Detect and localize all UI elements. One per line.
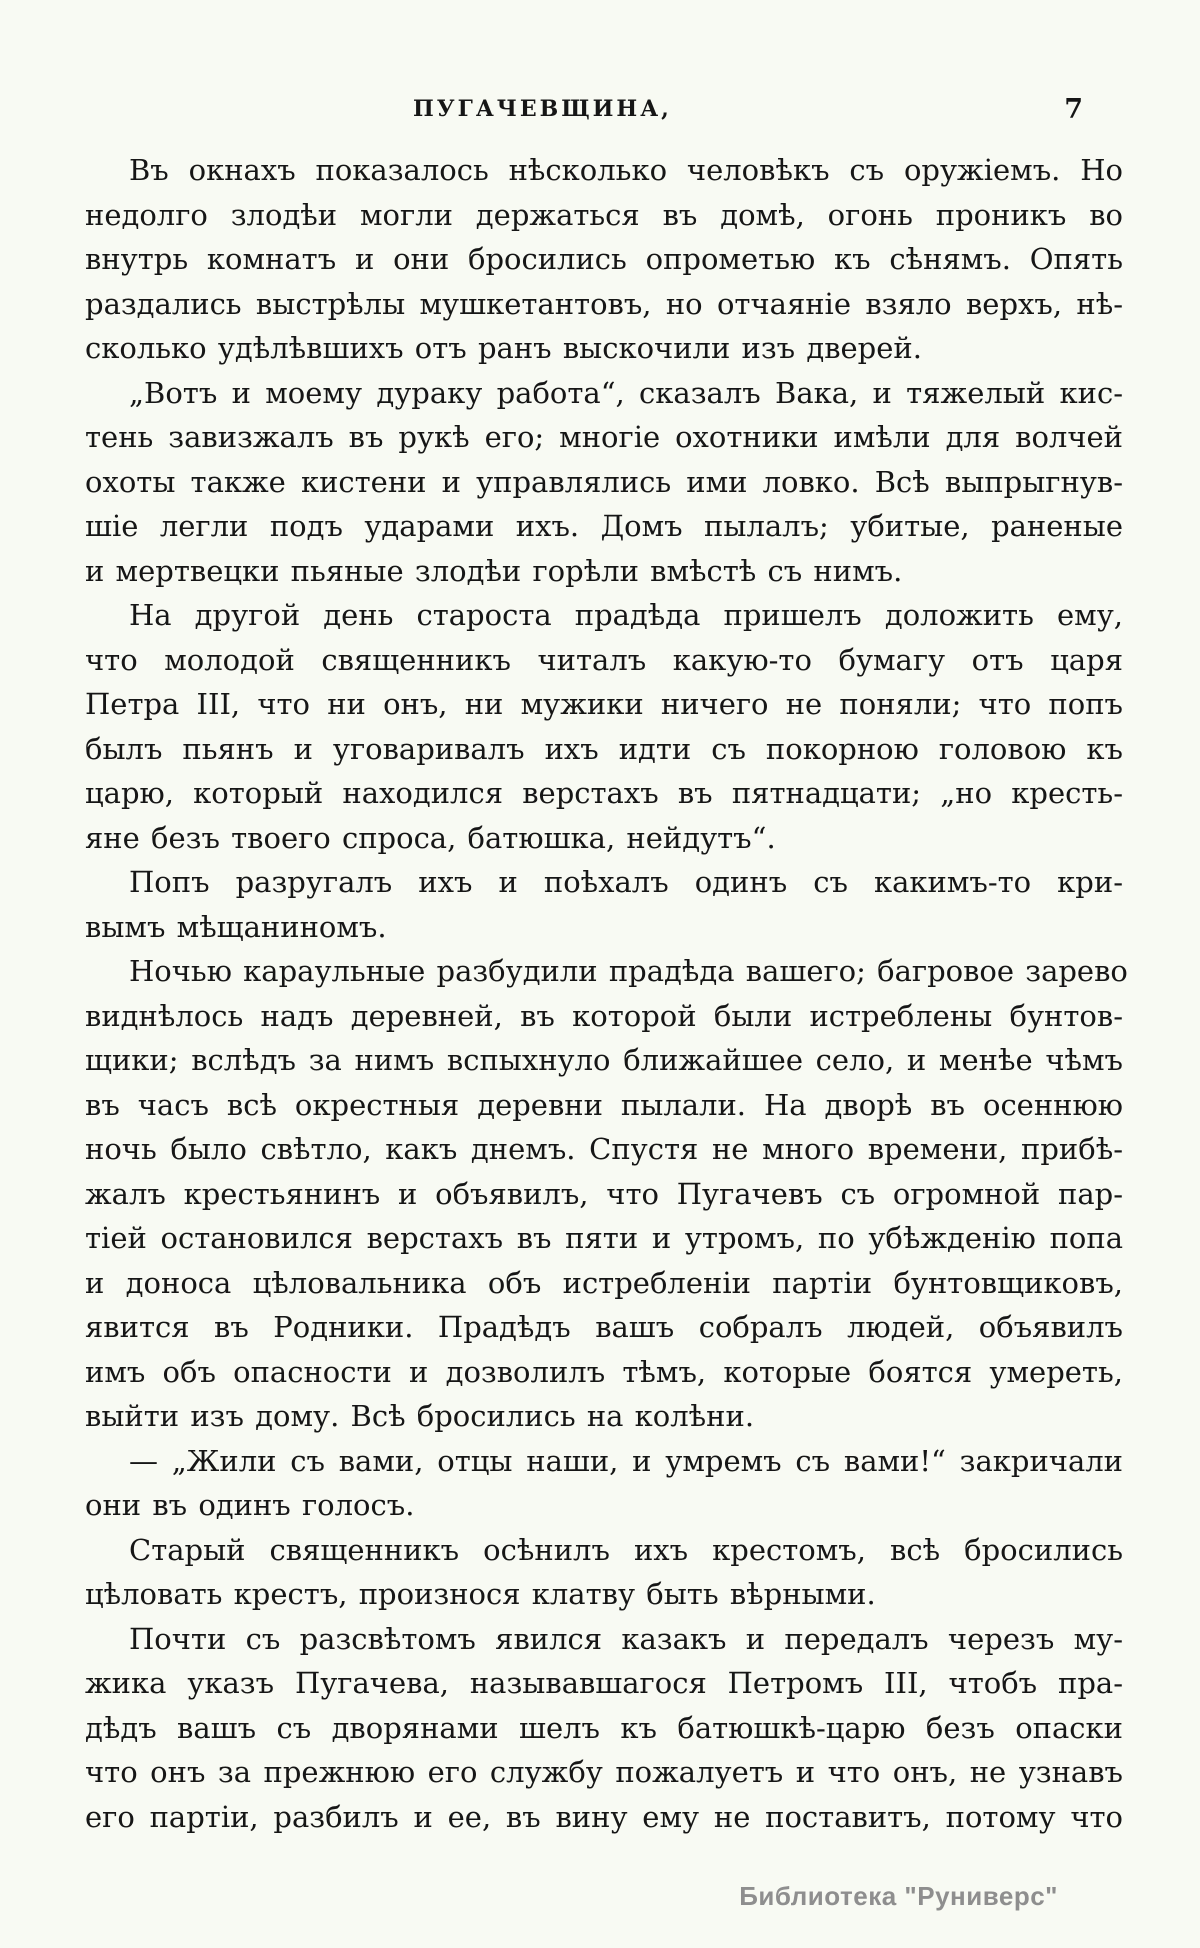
- text-line: въ часъ всѣ окрестныя деревни пылали. На дворѣ въ осеннюю: [85, 1087, 1123, 1122]
- text-line: Попъ разругалъ ихъ и поѣхалъ одинъ съ какимъ-то кри-: [129, 865, 1123, 899]
- page-number: 7: [1064, 94, 1083, 125]
- text-line: охоты также кистени и управлялись ими ловко. Всѣ выпрыгнув-: [85, 464, 1123, 499]
- text-line: сколько удѣлѣвшихъ отъ ранъ выскочили изъ дверей.: [85, 331, 922, 365]
- library-watermark: Библиотека "Руниверс": [739, 1881, 1058, 1911]
- text-line: былъ пьянъ и уговаривалъ ихъ идти съ покорною головою къ: [85, 731, 1123, 766]
- text-line: Петра III, что ни онъ, ни мужики ничего не поняли; что попъ: [85, 687, 1123, 721]
- paragraph: [85, 1528, 1123, 1617]
- text-line: имъ объ опасности и дозволилъ тѣмъ, которые боятся умереть,: [85, 1354, 1123, 1389]
- text-line: Ночью караульные разбудили прадѣда вашего; багровое зарево: [129, 954, 1128, 988]
- text-line: явится въ Родники. Прадѣдъ вашъ собралъ людей, объявилъ: [85, 1310, 1123, 1344]
- text-line: Почти съ разсвѣтомъ явился казакъ и передалъ черезъ му-: [129, 1621, 1123, 1656]
- text-line: и доноса цѣловальника объ истребленіи партіи бунтовщиковъ,: [85, 1265, 1123, 1300]
- text-line: внутрь комнатъ и они бросились опрометью къ сѣнямъ. Опять: [85, 242, 1123, 276]
- text-line: что онъ за прежнюю его службу пожалуетъ и что онъ, не узнавъ: [85, 1755, 1123, 1789]
- text-line: щики; вслѣдъ за нимъ вспыхнуло ближайшее село, и менѣе чѣмъ: [85, 1043, 1123, 1077]
- text-line: и мертвецки пьяные злодѣи горѣли вмѣстѣ съ нимъ.: [85, 553, 903, 588]
- text-line: вымъ мѣщаниномъ.: [85, 909, 387, 944]
- text-line: цѣловать крестъ, произнося клатву быть вѣрными.: [85, 1577, 876, 1611]
- text-line: Въ окнахъ показалось нѣсколько человѣкъ съ оружіемъ. Но: [129, 153, 1123, 187]
- text-line: виднѣлось надъ деревней, въ которой были истреблены бунтов-: [85, 998, 1123, 1033]
- body-text: [85, 148, 1128, 1839]
- paragraph: [85, 148, 1123, 371]
- paragraph: [85, 593, 1123, 860]
- text-line: жика указъ Пугачева, называвшагося Петромъ III, чтобъ пра-: [85, 1666, 1123, 1700]
- text-line: выйти изъ дому. Всѣ бросились на колѣни.: [85, 1399, 755, 1433]
- running-head: [85, 96, 1123, 130]
- text-line: яне безъ твоего спроса, батюшка, нейдутъ“.: [85, 820, 776, 855]
- text-line: тень завизжалъ въ рукѣ его; многіе охотники имѣли для волчей: [85, 420, 1123, 454]
- paragraph: [85, 1617, 1123, 1840]
- text-line: шіе легли подъ ударами ихъ. Домъ пылалъ; убитые, раненые: [85, 509, 1123, 543]
- text-line: Старый священникъ осѣнилъ ихъ крестомъ, всѣ бросились: [129, 1532, 1123, 1567]
- paragraph: [85, 371, 1123, 594]
- text-line: жалъ крестьянинъ и объявилъ, что Пугачевъ съ огромной пар-: [85, 1176, 1123, 1211]
- text-line: что молодой священникъ читалъ какую-то бумагу отъ царя: [85, 642, 1123, 677]
- paragraph: [85, 1439, 1123, 1528]
- paragraph: [85, 860, 1123, 949]
- page-title: ПУГАЧЕВЩИНА,: [413, 96, 672, 122]
- text-line: — „Жили съ вами, отцы наши, и умремъ съ вами!“ закричали: [129, 1443, 1123, 1478]
- text-line: раздались выстрѣлы мушкетантовъ, но отчаяніе взяло верхъ, нѣ-: [85, 286, 1123, 321]
- text-line: недолго злодѣи могли держаться въ домѣ, огонь проникъ во: [85, 197, 1123, 232]
- paragraph: [85, 949, 1128, 1439]
- text-line: дѣдъ вашъ съ дворянами шелъ къ батюшкѣ-царю безъ опаски: [85, 1710, 1123, 1745]
- text-line: царю, который находился верстахъ въ пятнадцати; „но кресть-: [85, 776, 1123, 810]
- text-line: тіей остановился верстахъ въ пяти и утромъ, по убѣжденію попа: [85, 1221, 1123, 1255]
- text-line: На другой день староста прадѣда пришелъ доложить ему,: [129, 598, 1123, 632]
- text-line: „Вотъ и моему дураку работа“, сказалъ Вака, и тяжелый кис-: [129, 375, 1123, 410]
- text-line: они въ одинъ голосъ.: [85, 1488, 415, 1522]
- text-line: ночь было свѣтло, какъ днемъ. Спустя не много времени, прибѣ-: [85, 1132, 1123, 1166]
- text-line: его партіи, разбилъ и ее, въ вину ему не поставитъ, потому что: [85, 1799, 1123, 1834]
